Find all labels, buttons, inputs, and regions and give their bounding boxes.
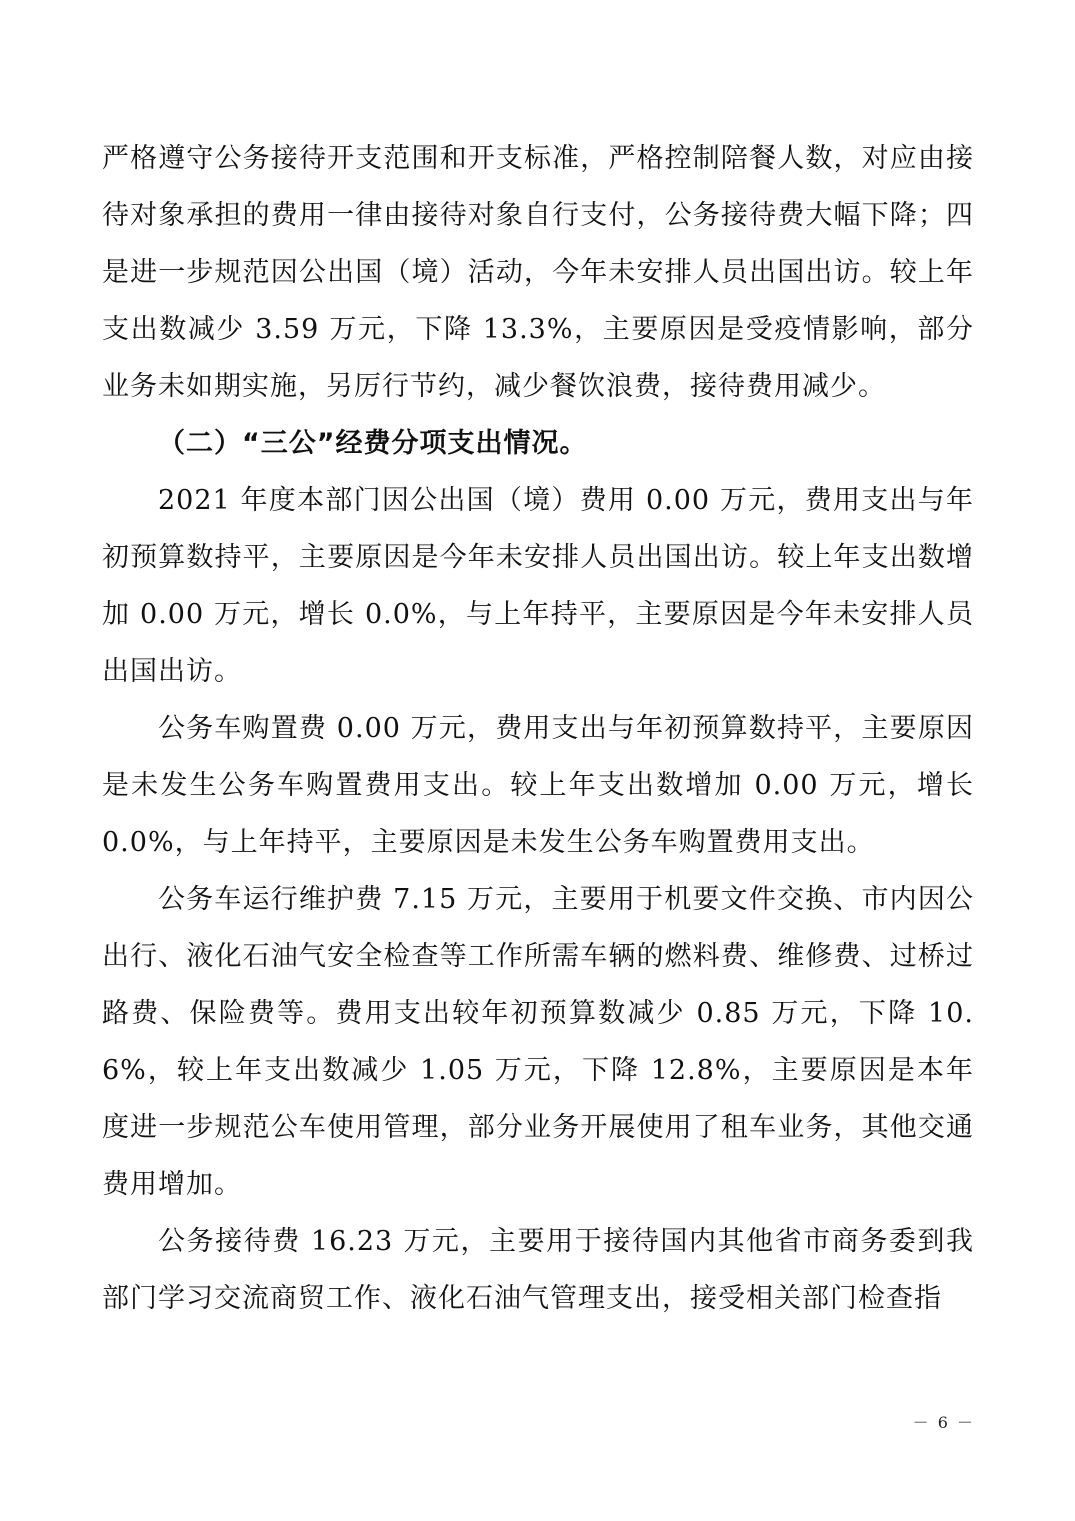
paragraph-vehicle-operation: 公务车运行维护费 7.15 万元，主要用于机要文件交换、市内因公出行、液化石油气安全检查等工作所需车辆的燃料费、维修费、过桥过路费、保险费等。费用支出较年初预算数减少 0.85 万元，下降 10.6%，较上年支出数减少 1.05 万元，下降 12.8%，主要原因是本年度进一步规范公车使用管理，部分业务开展使用了租车业务，其他交通费用增加。 bbox=[102, 884, 974, 1200]
paragraph-official-reception: 公务接待费 16.23 万元，主要用于接待国内其他省市商务委到我部门学习交流商贸工作、液化石油气管理支出，接受相关部门检查指 bbox=[102, 1226, 974, 1314]
paragraph-vehicle-purchase: 公务车购置费 0.00 万元，费用支出与年初预算数持平，主要原因是未发生公务车购置费用支出。较上年支出数增加 0.00 万元，增长 0.0%，与上年持平，主要原因是未发生公务车购置费用支出。 bbox=[102, 713, 974, 858]
page-number: － 6 － bbox=[912, 1413, 975, 1432]
document-body bbox=[102, 130, 974, 1327]
paragraph-overseas-travel: 2021 年度本部门因公出国（境）费用 0.00 万元，费用支出与年初预算数持平，主要原因是今年未安排人员出国出访。较上年支出数增加 0.00 万元，增长 0.0%，与上年持平，主要原因是今年未安排人员出国出访。 bbox=[102, 485, 974, 687]
section-heading-three-public-expenses: （二）“三公”经费分项支出情况。 bbox=[158, 428, 588, 459]
paragraph-reception-summary: 严格遵守公务接待开支范围和开支标准，严格控制陪餐人数，对应由接待对象承担的费用一律由接待对象自行支付，公务接待费大幅下降；四是进一步规范因公出国（境）活动，今年未安排人员出国出访。较上年支出数减少 3.59 万元，下降 13.3%，主要原因是受疫情影响，部分业务未如期实施，另厉行节约，减少餐饮浪费，接待费用减少。 bbox=[102, 143, 974, 402]
